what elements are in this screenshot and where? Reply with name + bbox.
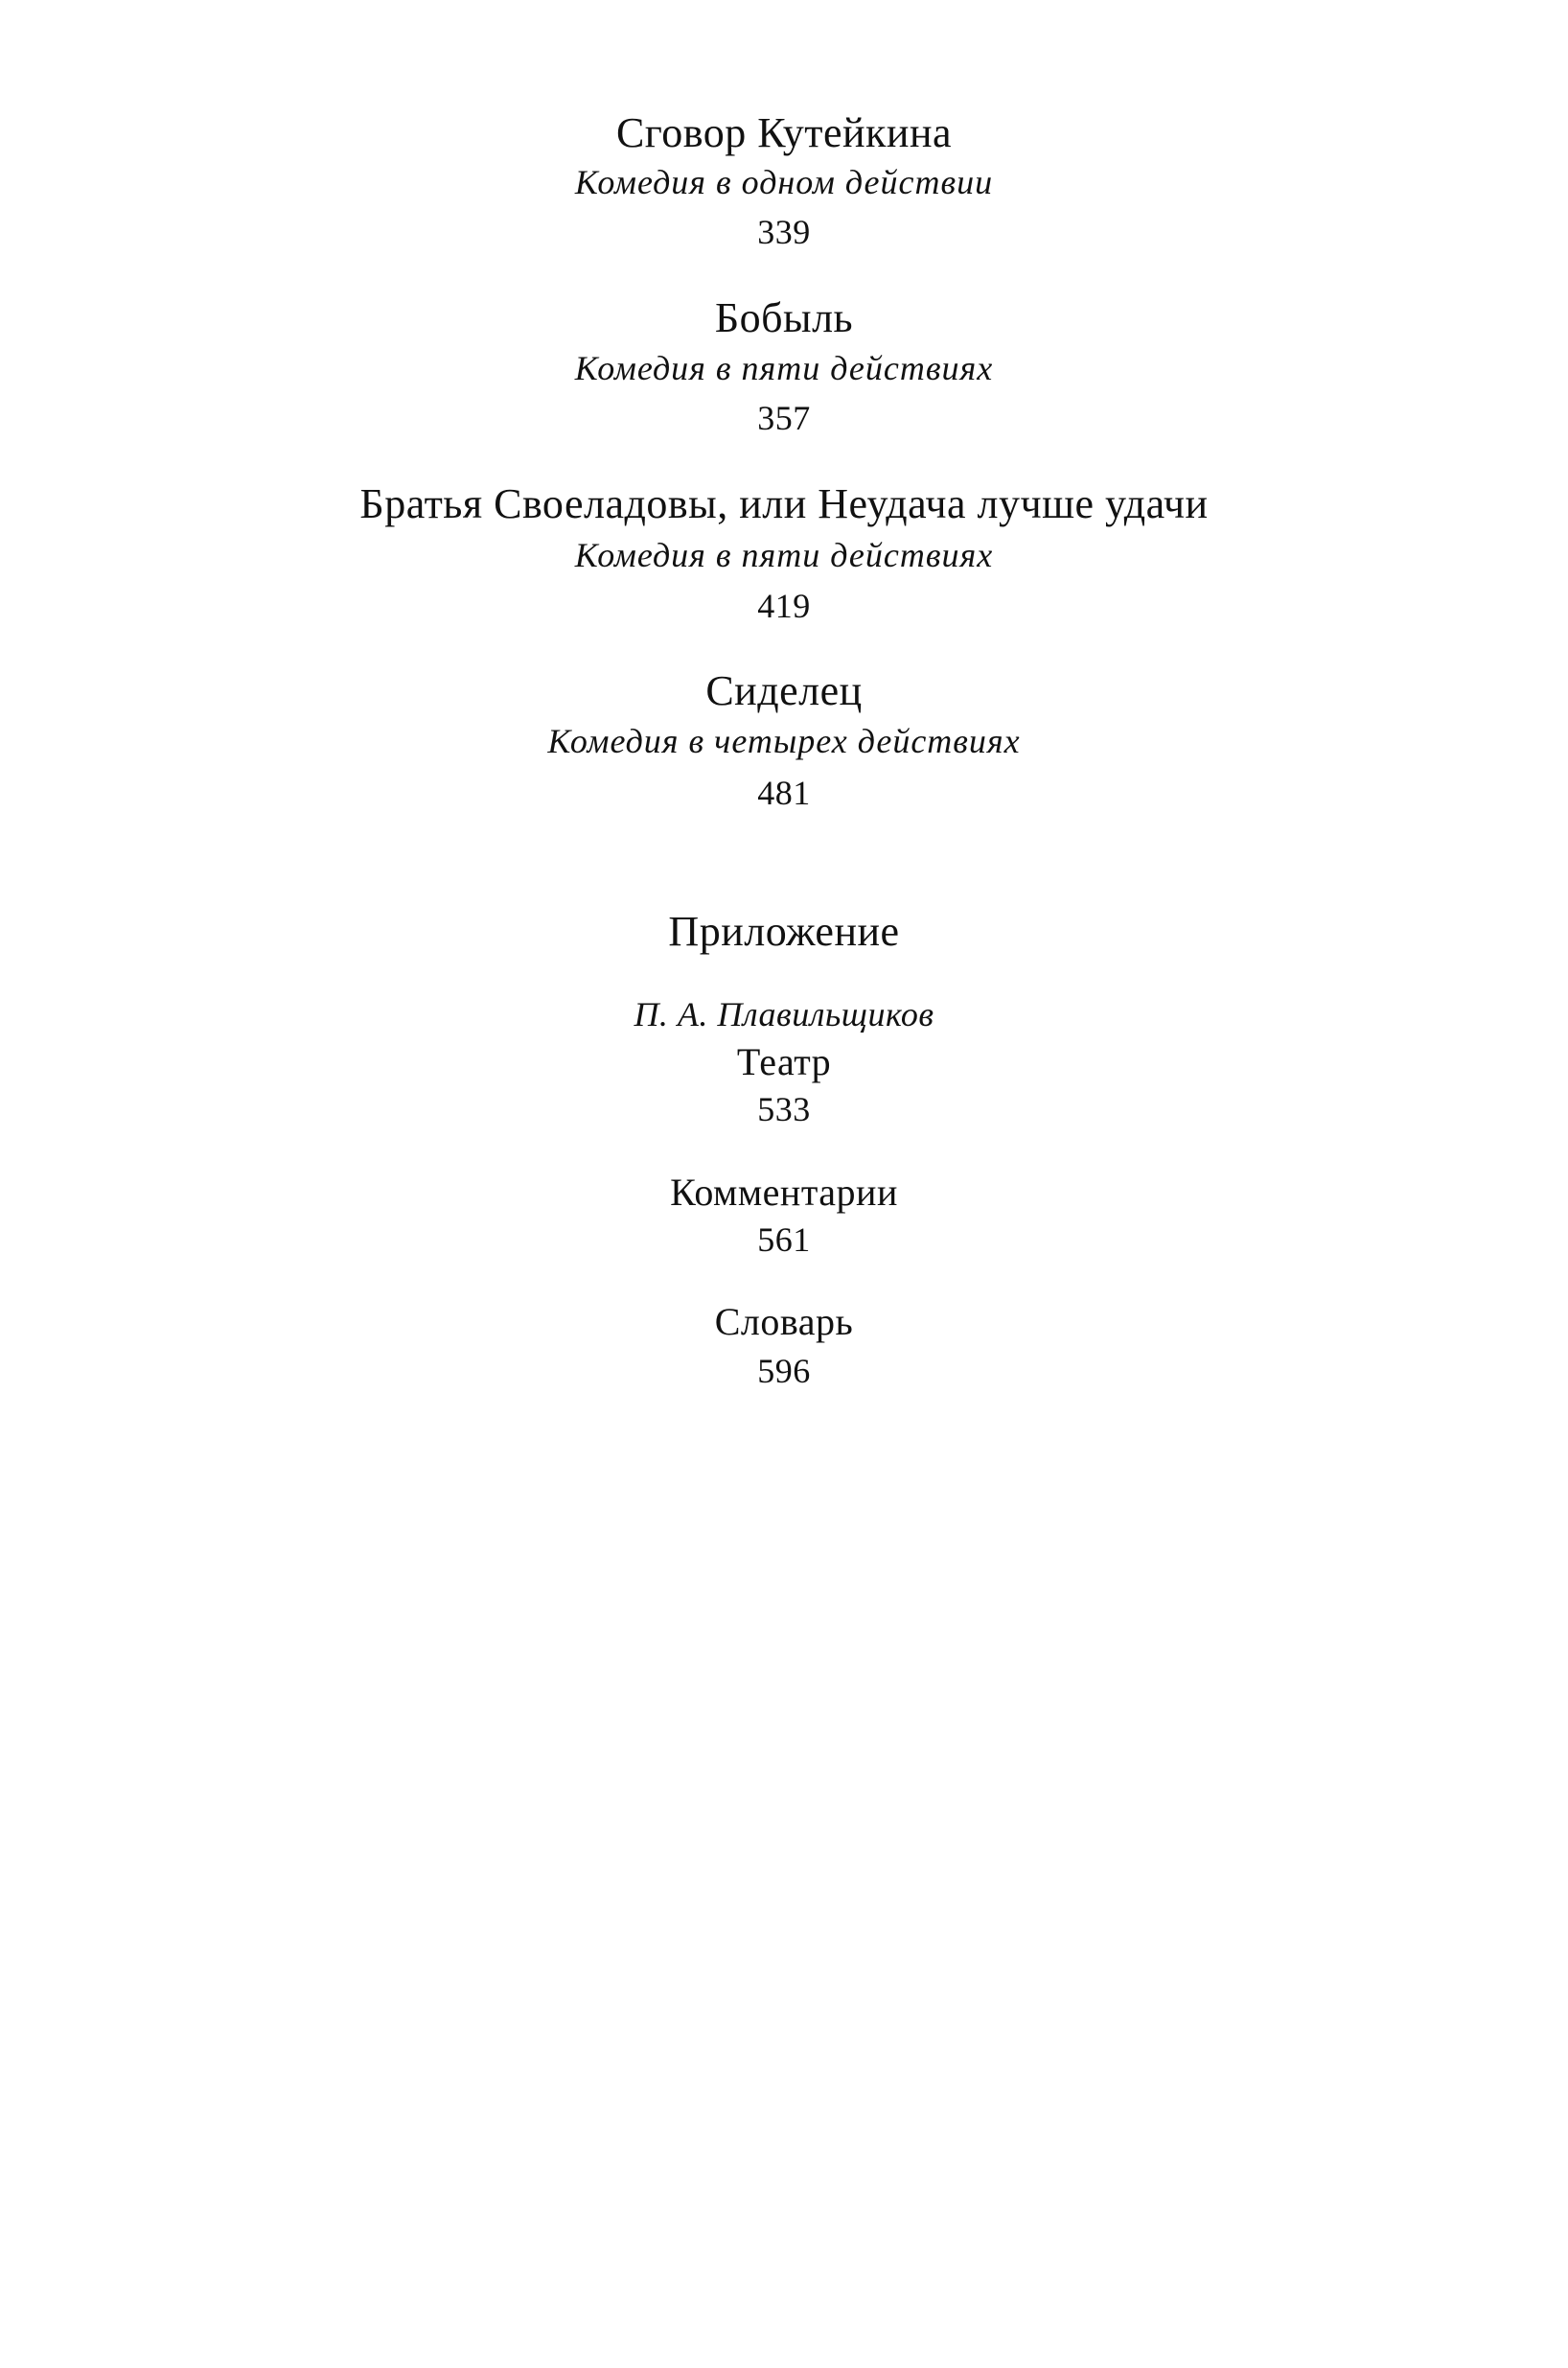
entry-page-number: 339 [757, 213, 811, 251]
entry-subtitle: Комедия в четырех действиях [547, 722, 1021, 760]
entry-title: Сиделец [705, 667, 863, 714]
appendix-item-title: Комментарии [670, 1171, 898, 1214]
entry-page-number: 419 [757, 587, 811, 625]
entry-page-number: 481 [757, 774, 811, 812]
entry-title: Братья Своеладовы, или Неудача лучше удачи [359, 480, 1209, 527]
entry-title: Бобыль [714, 294, 854, 341]
entry-subtitle: Комедия в пяти действиях [574, 536, 994, 574]
appendix-item-page-number: 533 [757, 1090, 811, 1128]
appendix-item-title: Театр [736, 1040, 832, 1083]
appendix-author: П. А. Плавильщиков [634, 995, 934, 1033]
appendix-item-page-number: 596 [757, 1352, 811, 1390]
entry-subtitle: Комедия в пяти действиях [574, 349, 994, 387]
entry-subtitle: Комедия в одном действии [574, 163, 994, 201]
appendix-item-title: Словарь [714, 1300, 854, 1343]
appendix-heading: Приложение [668, 908, 900, 955]
appendix-item-page-number: 561 [757, 1220, 811, 1259]
entry-page-number: 357 [757, 399, 811, 437]
entry-title: Сговор Кутейкина [615, 109, 953, 156]
